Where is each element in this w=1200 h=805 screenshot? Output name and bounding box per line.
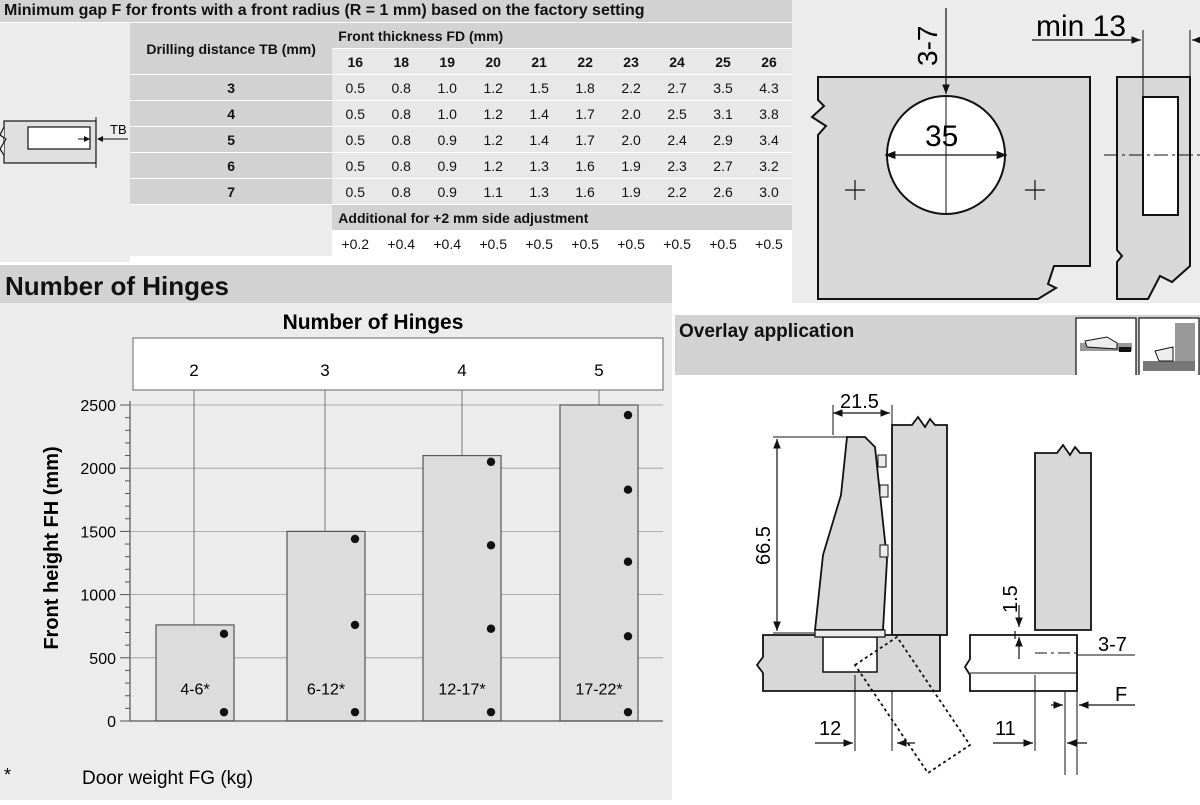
additional-cell: +0.2 <box>332 231 378 257</box>
dim-66-5: 66.5 <box>753 526 775 565</box>
hinge-dot <box>351 535 359 543</box>
gap-cell: 3.5 <box>700 75 746 101</box>
hinge-dot <box>220 630 228 638</box>
gap-cell: 2.3 <box>654 153 700 179</box>
gap-cell: 1.9 <box>608 153 654 179</box>
gap-cell: 1.4 <box>516 127 562 153</box>
drilling-distance-icon <box>0 23 130 262</box>
category-label: 2 <box>189 361 199 380</box>
gap-cell: 1.0 <box>424 75 470 101</box>
gap-cell: 0.8 <box>378 127 424 153</box>
gap-cell: 3.4 <box>746 127 792 153</box>
gap-cell: 0.5 <box>332 101 378 127</box>
table-row <box>130 101 792 127</box>
tb-value: 3 <box>130 75 332 101</box>
footnote-marker: * <box>4 765 12 785</box>
gap-cell: 0.8 <box>378 153 424 179</box>
gap-cell: 0.5 <box>332 179 378 205</box>
y-tick-label: 2000 <box>80 461 116 479</box>
gap-cell: 0.8 <box>378 179 424 205</box>
hinge-dot <box>624 708 632 716</box>
overlay-application-panel <box>675 315 1200 775</box>
overlay-icon-corner <box>1139 318 1199 376</box>
additional-cell: +0.5 <box>562 231 608 257</box>
gap-cell: 1.1 <box>470 179 516 205</box>
y-tick-label: 1000 <box>80 587 116 605</box>
gap-cell: 1.2 <box>470 127 516 153</box>
gap-cell: 0.5 <box>332 153 378 179</box>
gap-cell: 2.9 <box>700 127 746 153</box>
dim-f: F <box>1115 684 1128 706</box>
hinge-dot <box>487 708 495 716</box>
hinge-dot <box>624 632 632 640</box>
dim-3-7: 3-7 <box>1098 634 1127 656</box>
category-label: 5 <box>594 361 604 380</box>
hinges-chart-area <box>0 303 672 800</box>
additional-cell: +0.5 <box>746 231 792 257</box>
gap-cell: 1.8 <box>562 75 608 101</box>
dim-21-5: 21.5 <box>840 391 879 413</box>
depth-dimension: 3-7 <box>912 25 943 66</box>
fd-value-header: 24 <box>654 49 700 75</box>
gap-cell: 1.9 <box>608 179 654 205</box>
gap-cell: 1.2 <box>470 153 516 179</box>
gap-cell: 2.7 <box>654 75 700 101</box>
table-row <box>130 127 792 153</box>
hinge-dot <box>487 541 495 549</box>
hinge-dot <box>624 558 632 566</box>
gap-cell: 0.5 <box>332 75 378 101</box>
gap-cell: 1.7 <box>562 101 608 127</box>
additional-cell: +0.5 <box>516 231 562 257</box>
overlay-icon-straight <box>1076 318 1136 376</box>
fd-value-header: 18 <box>378 49 424 75</box>
bar-weight-label: 4-6* <box>180 681 210 699</box>
fd-value-header: 16 <box>332 49 378 75</box>
gap-cell: 1.2 <box>470 75 516 101</box>
hinge-dot <box>487 625 495 633</box>
gap-cell: 0.9 <box>424 153 470 179</box>
gap-cell: 1.6 <box>562 179 608 205</box>
y-tick-label: 0 <box>107 714 116 731</box>
additional-header-row <box>130 205 792 231</box>
tb-value: 7 <box>130 179 332 205</box>
min-distance-label: min 13 <box>1036 10 1127 43</box>
gap-cell: 2.2 <box>608 75 654 101</box>
category-label: 4 <box>457 361 467 380</box>
fd-value-header: 25 <box>700 49 746 75</box>
gap-cell: 2.4 <box>654 127 700 153</box>
table-row <box>130 179 792 205</box>
gap-cell: 1.4 <box>516 101 562 127</box>
hinges-chart <box>0 303 672 800</box>
y-tick-label: 2500 <box>80 398 116 415</box>
hinge-dot <box>351 621 359 629</box>
overlay-diagram <box>675 375 1200 775</box>
tb-icon-label: TB <box>110 122 127 137</box>
gap-cell: 3.8 <box>746 101 792 127</box>
additional-cell: +0.5 <box>470 231 516 257</box>
fd-value-header: 26 <box>746 49 792 75</box>
gap-cell: 0.9 <box>424 127 470 153</box>
overlay-drawing-area <box>675 375 1200 775</box>
y-tick-label: 500 <box>89 650 116 668</box>
gap-cell: 1.3 <box>516 179 562 205</box>
gap-cell: 2.0 <box>608 101 654 127</box>
overlay-type-icons <box>1075 317 1200 379</box>
dim-11: 11 <box>995 718 1016 740</box>
gap-cell: 1.6 <box>562 153 608 179</box>
gap-cell: 2.7 <box>700 153 746 179</box>
bar-weight-label: 6-12* <box>306 681 346 699</box>
fd-value-header: 22 <box>562 49 608 75</box>
additional-cell: +0.5 <box>700 231 746 257</box>
cup-drilling-diagram <box>792 0 1200 303</box>
cup-diameter-label: 35 <box>925 120 959 153</box>
gap-cell: 1.3 <box>516 153 562 179</box>
tb-value: 5 <box>130 127 332 153</box>
bar <box>156 625 234 721</box>
gap-cell: 4.3 <box>746 75 792 101</box>
hinge-dot <box>624 485 632 493</box>
gap-cell: 1.0 <box>424 101 470 127</box>
bar-weight-label: 17-22* <box>575 681 623 699</box>
hinge-dot <box>351 708 359 716</box>
additional-cell: +0.4 <box>378 231 424 257</box>
fd-value-header: 19 <box>424 49 470 75</box>
y-tick-label: 1500 <box>80 524 116 542</box>
gap-cell: 0.9 <box>424 179 470 205</box>
additional-header: Additional for +2 mm side adjustment <box>332 205 792 231</box>
gap-cell: 1.5 <box>516 75 562 101</box>
table-row <box>130 153 792 179</box>
fd-value-header: 20 <box>470 49 516 75</box>
category-header-box <box>133 338 663 390</box>
table-row <box>130 75 792 101</box>
gap-cell: 0.8 <box>378 101 424 127</box>
additional-cell: +0.5 <box>608 231 654 257</box>
additional-cell: +0.5 <box>654 231 700 257</box>
bar-weight-label: 12-17* <box>438 681 486 699</box>
overlay-title: Overlay application <box>679 321 855 342</box>
min-gap-table-panel <box>0 0 792 262</box>
fd-header: Front thickness FD (mm) <box>332 23 792 49</box>
tb-value: 4 <box>130 101 332 127</box>
tb-header: Drilling distance TB (mm) <box>130 23 332 75</box>
drilling-icon-area <box>0 23 130 262</box>
hinge-cup-drawing <box>792 0 1200 303</box>
chart-title: Number of Hinges <box>282 311 464 334</box>
gap-cell: 1.7 <box>562 127 608 153</box>
hinge-dot <box>220 708 228 716</box>
gap-cell: 2.5 <box>654 101 700 127</box>
min-gap-title: Minimum gap F for fronts with a front radius (R = 1 mm) based on the factory setting <box>0 0 792 22</box>
gap-cell: 1.2 <box>470 101 516 127</box>
gap-cell: 0.5 <box>332 127 378 153</box>
hinges-section-title: Number of Hinges <box>0 265 672 303</box>
empty-cell <box>130 205 332 257</box>
gap-cell: 2.0 <box>608 127 654 153</box>
additional-cell: +0.4 <box>424 231 470 257</box>
fd-value-header: 23 <box>608 49 654 75</box>
min-gap-table <box>130 23 792 257</box>
fd-value-header: 21 <box>516 49 562 75</box>
number-of-hinges-panel <box>0 265 672 800</box>
category-label: 3 <box>320 361 330 380</box>
gap-cell: 3.1 <box>700 101 746 127</box>
dim-12: 12 <box>819 718 842 740</box>
gap-cell: 3.0 <box>746 179 792 205</box>
header-row-fd <box>130 23 792 49</box>
hinge-dot <box>624 411 632 419</box>
footnote-door-weight: Door weight FG (kg) <box>82 768 254 789</box>
y-axis-label: Front height FH (mm) <box>41 446 63 650</box>
gap-cell: 2.6 <box>700 179 746 205</box>
gap-cell: 2.2 <box>654 179 700 205</box>
dim-1-5: 1.5 <box>1000 585 1022 613</box>
hinge-dot <box>487 458 495 466</box>
tb-value: 6 <box>130 153 332 179</box>
gap-cell: 3.2 <box>746 153 792 179</box>
gap-cell: 0.8 <box>378 75 424 101</box>
